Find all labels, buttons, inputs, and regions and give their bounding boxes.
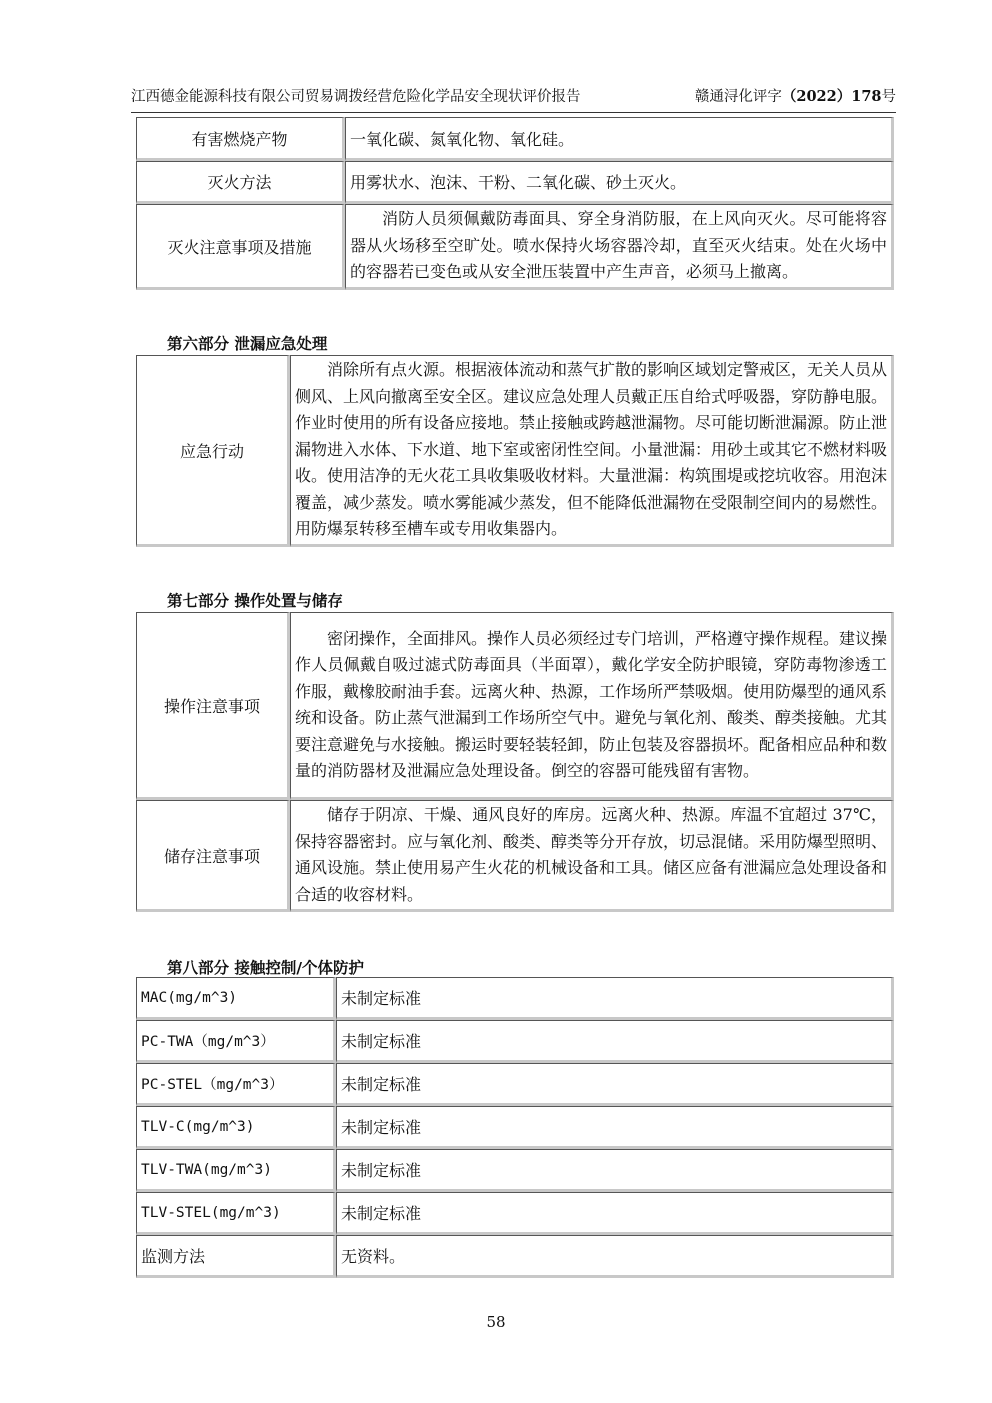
- row-label: 有害燃烧产物: [136, 117, 345, 161]
- table-row: [136, 117, 894, 161]
- row-label: PC-STEL（mg/m^3）: [136, 1063, 336, 1106]
- table-row: [136, 612, 894, 800]
- report-title: 江西德金能源科技有限公司贸易调拨经营危险化学品安全现状评价报告: [131, 89, 581, 105]
- row-value: 未制定标准: [336, 1020, 894, 1063]
- row-label: MAC(mg/m^3): [136, 977, 336, 1020]
- row-value: 未制定标准: [336, 1192, 894, 1235]
- table-row: [136, 355, 894, 547]
- row-value: 未制定标准: [336, 1063, 894, 1106]
- table-row: [136, 977, 894, 1020]
- document-number: 赣通浔化评字（2022）178号: [694, 88, 896, 105]
- exposure-control-table: [136, 977, 894, 1278]
- row-value: 用雾状水、泡沫、干粉、二氧化碳、砂土灭火。: [345, 161, 894, 204]
- row-value: 密闭操作，全面排风。操作人员必须经过专门培训，严格遵守操作规程。建议操作人员佩戴自吸过滤式防毒面具（半面罩），戴化学安全防护眼镜，穿防毒物渗透工作服，戴橡胶耐油手套。远离火种、热源，工作场所严禁吸烟。使用防爆型的通风系统和设备。防止蒸气泄漏到工作场所空气中。避免与氧化剂、酸类、醇类接触。尤其要注意避免与水接触。搬运时要轻装轻卸，防止包装及容器损坏。配备相应品种和数量的消防器材及泄漏应急处理设备。倒空的容器可能残留有害物。: [290, 612, 894, 800]
- table-row: [136, 1063, 894, 1106]
- row-label: 灭火方法: [136, 161, 345, 204]
- spill-response-table: [136, 355, 894, 547]
- table-row: [136, 204, 894, 290]
- handling-storage-table: [136, 612, 894, 912]
- page-header: [131, 86, 896, 113]
- row-label: 监测方法: [136, 1235, 336, 1278]
- row-value: 一氧化碳、氮氧化物、氧化硅。: [345, 117, 894, 161]
- row-label: 储存注意事项: [136, 800, 290, 912]
- row-label: 灭火注意事项及措施: [136, 204, 345, 290]
- table-row: [136, 1020, 894, 1063]
- row-value: 消除所有点火源。根据液体流动和蒸气扩散的影响区域划定警戒区，无关人员从侧风、上风向撤离至安全区。建议应急处理人员戴正压自给式呼吸器，穿防静电服。作业时使用的所有设备应接地。禁止接触或跨越泄漏物。尽可能切断泄漏源。防止泄漏物进入水体、下水道、地下室或密闭性空间。小量泄漏：用砂土或其它不燃材料吸收。使用洁净的无火花工具收集吸收材料。大量泄漏：构筑围堤或挖坑收容。用泡沫覆盖，减少蒸发。喷水雾能减少蒸发，但不能降低泄漏物在受限制空间内的易燃性。用防爆泵转移至槽车或专用收集器内。: [290, 355, 894, 547]
- row-label: TLV-C(mg/m^3): [136, 1106, 336, 1149]
- page-number: 58: [486, 1313, 506, 1331]
- section-7-title: 第七部分 操作处置与储存: [167, 592, 343, 610]
- fire-fighting-table: [136, 117, 894, 290]
- section-6-title: 第六部分 泄漏应急处理: [167, 335, 328, 353]
- table-row: [136, 1106, 894, 1149]
- row-value: 未制定标准: [336, 977, 894, 1020]
- table-row: [136, 800, 894, 912]
- row-value: 无资料。: [336, 1235, 894, 1278]
- table-row: [136, 1192, 894, 1235]
- row-value: 储存于阴凉、干燥、通风良好的库房。远离火种、热源。库温不宜超过 37℃，保持容器密封。应与氧化剂、酸类、醇类等分开存放，切忌混储。采用防爆型照明、通风设施。禁止使用易产生火花的机械设备和工具。储区应备有泄漏应急处理设备和合适的收容材料。: [290, 800, 894, 912]
- table-row: [136, 1235, 894, 1278]
- section-8-title: 第八部分 接触控制/个体防护: [167, 959, 365, 977]
- row-label: TLV-TWA(mg/m^3): [136, 1149, 336, 1192]
- row-label: PC-TWA（mg/m^3）: [136, 1020, 336, 1063]
- row-label: 应急行动: [136, 355, 290, 547]
- table-row: [136, 1149, 894, 1192]
- row-value: 消防人员须佩戴防毒面具、穿全身消防服，在上风向灭火。尽可能将容器从火场移至空旷处。喷水保持火场容器冷却，直至灭火结束。处在火场中的容器若已变色或从安全泄压装置中产生声音，必须马上撤离。: [345, 204, 894, 290]
- row-label: TLV-STEL(mg/m^3): [136, 1192, 336, 1235]
- table-row: [136, 161, 894, 204]
- row-value: 未制定标准: [336, 1149, 894, 1192]
- row-label: 操作注意事项: [136, 612, 290, 800]
- row-value: 未制定标准: [336, 1106, 894, 1149]
